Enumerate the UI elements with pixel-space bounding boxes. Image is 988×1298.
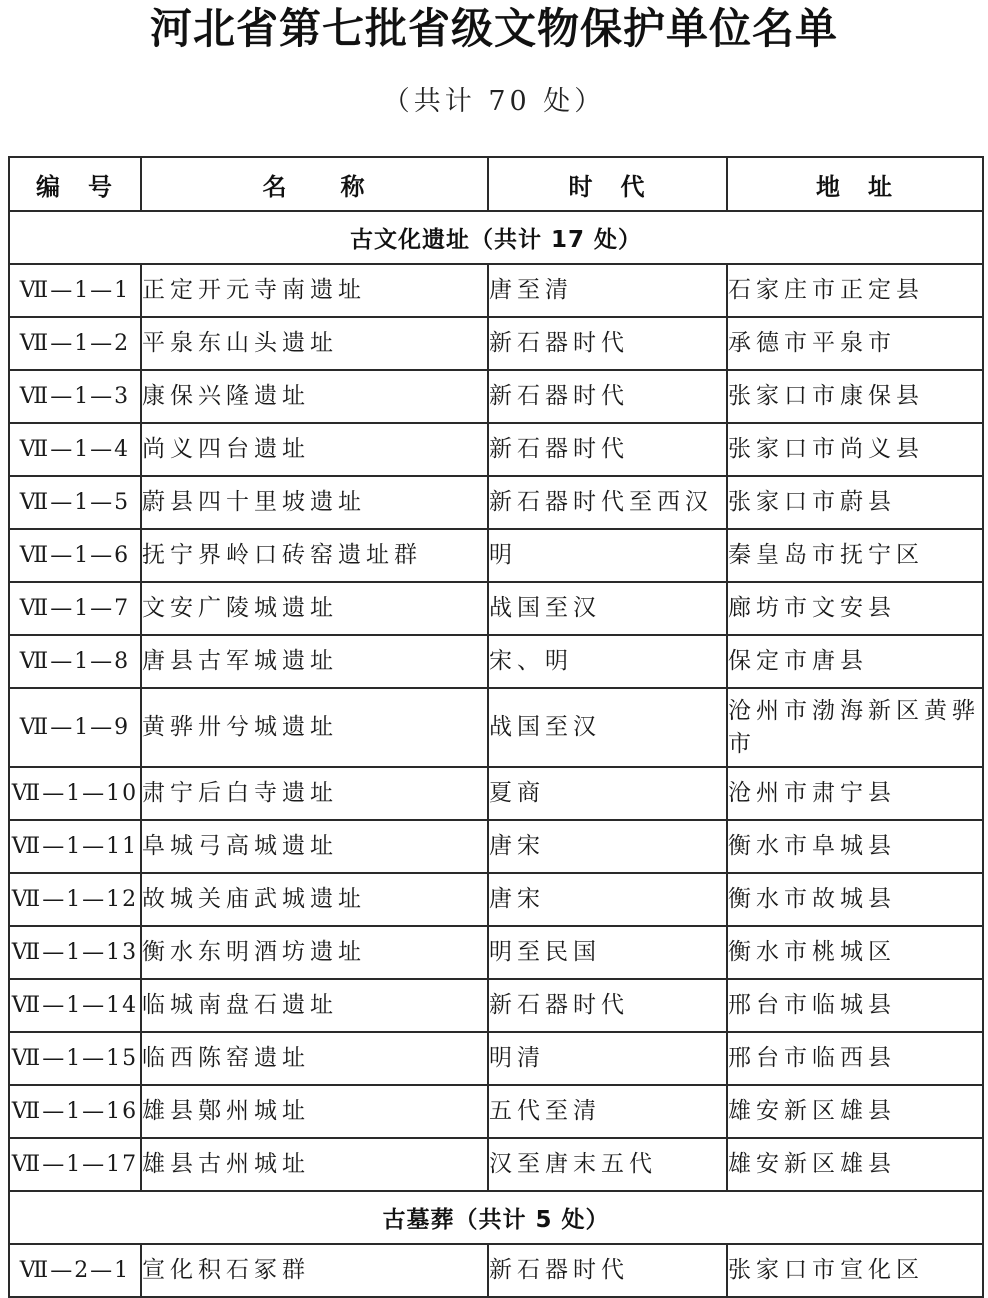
table-row <box>9 1032 983 1085</box>
table-row <box>9 529 983 582</box>
cell-address: 雄安新区雄县 <box>727 1085 983 1138</box>
table-row <box>9 423 983 476</box>
cell-name: 康保兴隆遗址 <box>141 370 488 423</box>
cell-code: Ⅶ—1—2 <box>9 317 141 370</box>
header-era: 时 代 <box>488 157 727 211</box>
cell-name: 衡水东明酒坊遗址 <box>141 926 488 979</box>
table-row <box>9 582 983 635</box>
section-header-row <box>9 211 983 264</box>
cell-address: 沧州市肃宁县 <box>727 767 983 820</box>
cell-code: Ⅶ—1—16 <box>9 1085 141 1138</box>
table-row <box>9 1085 983 1138</box>
cell-code: Ⅶ—1—9 <box>9 688 141 767</box>
cell-name: 临西陈窑遗址 <box>141 1032 488 1085</box>
cell-address: 张家口市尚义县 <box>727 423 983 476</box>
cell-code: Ⅶ—1—6 <box>9 529 141 582</box>
cell-era: 新石器时代 <box>488 423 727 476</box>
cell-address: 张家口市康保县 <box>727 370 983 423</box>
cell-address: 秦皇岛市抚宁区 <box>727 529 983 582</box>
cell-address: 石家庄市正定县 <box>727 264 983 317</box>
cell-code: Ⅶ—1—8 <box>9 635 141 688</box>
table-row <box>9 476 983 529</box>
cell-era: 五代至清 <box>488 1085 727 1138</box>
cell-era: 明 <box>488 529 727 582</box>
cell-address: 廊坊市文安县 <box>727 582 983 635</box>
cell-era: 新石器时代 <box>488 1244 727 1297</box>
cell-name: 尚义四台遗址 <box>141 423 488 476</box>
header-code: 编 号 <box>9 157 141 211</box>
cell-address: 邢台市临城县 <box>727 979 983 1032</box>
table-row <box>9 1244 983 1297</box>
cell-name: 抚宁界岭口砖窑遗址群 <box>141 529 488 582</box>
cell-address: 邢台市临西县 <box>727 1032 983 1085</box>
table-row <box>9 767 983 820</box>
cell-code: Ⅶ—1—1 <box>9 264 141 317</box>
table-row <box>9 820 983 873</box>
cell-era: 新石器时代 <box>488 979 727 1032</box>
cell-era: 唐宋 <box>488 820 727 873</box>
table-row <box>9 317 983 370</box>
cell-era: 唐至清 <box>488 264 727 317</box>
cell-address: 衡水市阜城县 <box>727 820 983 873</box>
cell-era: 汉至唐末五代 <box>488 1138 727 1191</box>
table-row <box>9 264 983 317</box>
cell-address: 沧州市渤海新区黄骅市 <box>727 688 983 767</box>
cell-name: 蔚县四十里坡遗址 <box>141 476 488 529</box>
heritage-sites-table <box>8 156 984 1298</box>
cell-code: Ⅶ—1—5 <box>9 476 141 529</box>
cell-address: 衡水市故城县 <box>727 873 983 926</box>
cell-code: Ⅶ—1—14 <box>9 979 141 1032</box>
cell-code: Ⅶ—1—15 <box>9 1032 141 1085</box>
cell-name: 阜城弓高城遗址 <box>141 820 488 873</box>
cell-address: 张家口市宣化区 <box>727 1244 983 1297</box>
cell-name: 故城关庙武城遗址 <box>141 873 488 926</box>
cell-code: Ⅶ—2—1 <box>9 1244 141 1297</box>
cell-address: 张家口市蔚县 <box>727 476 983 529</box>
cell-era: 新石器时代 <box>488 370 727 423</box>
table-row <box>9 873 983 926</box>
document-title: 河北省第七批省级文物保护单位名单 <box>149 4 838 53</box>
cell-era: 战国至汉 <box>488 688 727 767</box>
cell-name: 正定开元寺南遗址 <box>141 264 488 317</box>
cell-name: 雄县鄚州城址 <box>141 1085 488 1138</box>
cell-code: Ⅶ—1—4 <box>9 423 141 476</box>
header-name: 名 称 <box>141 157 488 211</box>
table-row <box>9 1138 983 1191</box>
cell-era: 明至民国 <box>488 926 727 979</box>
section-title: 古文化遗址（共计 17 处） <box>9 211 983 264</box>
cell-address: 衡水市桃城区 <box>727 926 983 979</box>
cell-name: 文安广陵城遗址 <box>141 582 488 635</box>
cell-name: 肃宁后白寺遗址 <box>141 767 488 820</box>
cell-address: 承德市平泉市 <box>727 317 983 370</box>
table-header-row <box>9 157 983 211</box>
header-address: 地 址 <box>727 157 983 211</box>
cell-code: Ⅶ—1—3 <box>9 370 141 423</box>
cell-address: 雄安新区雄县 <box>727 1138 983 1191</box>
cell-code: Ⅶ—1—7 <box>9 582 141 635</box>
section-title: 古墓葬（共计 5 处） <box>9 1191 983 1244</box>
cell-era: 明清 <box>488 1032 727 1085</box>
cell-era: 宋、明 <box>488 635 727 688</box>
cell-era: 唐宋 <box>488 873 727 926</box>
cell-code: Ⅶ—1—12 <box>9 873 141 926</box>
document-subtitle: （共计 70 处） <box>382 86 606 117</box>
table-row <box>9 635 983 688</box>
cell-era: 夏商 <box>488 767 727 820</box>
cell-name: 平泉东山头遗址 <box>141 317 488 370</box>
cell-era: 新石器时代至西汉 <box>488 476 727 529</box>
section-header-row <box>9 1191 983 1244</box>
cell-era: 战国至汉 <box>488 582 727 635</box>
cell-code: Ⅶ—1—13 <box>9 926 141 979</box>
cell-name: 黄骅卅兮城遗址 <box>141 688 488 767</box>
cell-address: 保定市唐县 <box>727 635 983 688</box>
table-row <box>9 688 983 767</box>
table-row <box>9 926 983 979</box>
cell-code: Ⅶ—1—10 <box>9 767 141 820</box>
cell-name: 唐县古军城遗址 <box>141 635 488 688</box>
cell-name: 雄县古州城址 <box>141 1138 488 1191</box>
table-body <box>9 211 983 1297</box>
cell-code: Ⅶ—1—11 <box>9 820 141 873</box>
cell-name: 宣化积石冢群 <box>141 1244 488 1297</box>
cell-name: 临城南盘石遗址 <box>141 979 488 1032</box>
table-row <box>9 979 983 1032</box>
cell-code: Ⅶ—1—17 <box>9 1138 141 1191</box>
table-row <box>9 370 983 423</box>
cell-era: 新石器时代 <box>488 317 727 370</box>
